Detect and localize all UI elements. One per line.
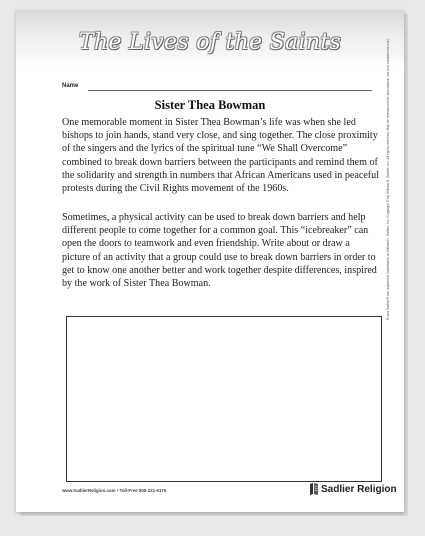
- name-field[interactable]: [62, 83, 372, 93]
- intro-paragraph: One memorable moment in Sister Thea Bowman’s life was when she led bishops to join hands, stand very close, and sing together. The close proximity of the singers and the lyrics of the spiritual tune “We Shall Overcome” combined to break down barriers between the participants and remind them of the solidarity and strength in numbers that African Americans used in peaceful protests during the Civil Rights movement of the 1960s.: [62, 117, 380, 195]
- masthead: [16, 10, 404, 68]
- copyright-note: ® and Sadlier® are registered trademarks of William H. Sadlier, Inc. Copyright © by William H. Sadlier, Inc. All rights reserved. May be reproduced for educational use (not commercial use).: [386, 38, 390, 320]
- footer-contact: www.SadlierReligion.com • Toll-Free 800-221-5175: [62, 488, 167, 493]
- sadlier-book-icon: [310, 483, 318, 495]
- brand-name: Sadlier Religion: [321, 483, 397, 495]
- response-drawing-box[interactable]: [66, 316, 382, 482]
- worksheet-page: [16, 10, 404, 512]
- instruction-paragraph: Sometimes, a physical activity can be used to break down barriers and help different people to come together for a common goal. This “icebreaker” can open the doors to teamwork and even friendship. Write about or draw a picture of an activity that a group could use to break down barriers in order to get to know one another better and work together despite differences, inspired by the work of Sister Thea Bowman.: [62, 212, 377, 290]
- series-title: The Lives of the Saints: [78, 30, 342, 55]
- name-label: Name: [62, 83, 79, 89]
- name-line[interactable]: [88, 90, 372, 91]
- sadlier-logo: [310, 482, 397, 496]
- worksheet-title: Sister Thea Bowman: [154, 98, 266, 112]
